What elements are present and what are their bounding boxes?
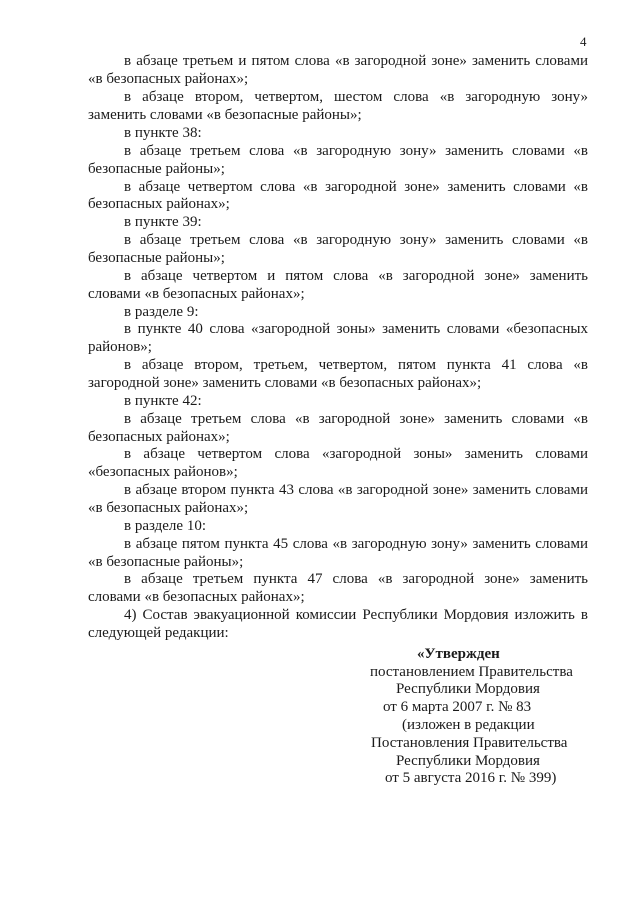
text-line-8: в абзаце четвертом слова «в загородной зоне» заменить словами «в (124, 179, 588, 195)
approval-line-1: постановлением Правительства (370, 664, 573, 680)
text-line-9: безопасных районах»; (88, 196, 230, 212)
text-line-14: словами «в безопасных районах»; (88, 286, 305, 302)
approval-title: «Утвержден (417, 646, 500, 662)
approval-line-2: Республики Мордовия (396, 681, 540, 697)
text-line-16: в пункте 40 слова «загородной зоны» заменить словами «безопасных (124, 321, 588, 337)
text-line-12: безопасные районы»; (88, 250, 225, 266)
text-line-1: в абзаце третьем и пятом слова «в загородной зоне» заменить словами (124, 53, 588, 69)
text-line-15: в разделе 9: (124, 304, 199, 320)
page-number: 4 (580, 34, 587, 49)
text-line-6: в абзаце третьем слова «в загородную зону» заменить словами «в (124, 143, 588, 159)
text-line-25: в абзаце втором пункта 43 слова «в загородной зоне» заменить словами (124, 482, 588, 498)
approval-line-5: Постановления Правительства (371, 735, 568, 751)
text-line-26: «в безопасных районах»; (88, 500, 249, 516)
approval-line-4: (изложен в редакции (402, 717, 535, 733)
approval-line-7: от 5 августа 2016 г. № 399) (385, 770, 557, 786)
text-line-10: в пункте 39: (124, 214, 202, 230)
text-line-4: заменить словами «в безопасные районы»; (88, 107, 362, 123)
text-line-24: «безопасных районов»; (88, 464, 238, 480)
approval-line-6: Республики Мордовия (396, 753, 540, 769)
text-line-11: в абзаце третьем слова «в загородную зону» заменить словами «в (124, 232, 588, 248)
text-line-28: в абзаце пятом пункта 45 слова «в загородную зону» заменить словами (124, 536, 588, 552)
text-line-22: безопасных районах»; (88, 429, 230, 445)
text-line-27: в разделе 10: (124, 518, 206, 534)
text-line-32: 4) Состав эвакуационной комиссии Республики Мордовия изложить в (124, 607, 588, 623)
text-line-20: в пункте 42: (124, 393, 202, 409)
text-line-33: следующей редакции: (88, 625, 229, 641)
approval-line-3: от 6 марта 2007 г. № 83 (383, 699, 532, 715)
text-line-17: районов»; (88, 339, 152, 355)
text-line-18: в абзаце втором, третьем, четвертом, пятом пункта 41 слова «в (124, 357, 588, 373)
text-line-5: в пункте 38: (124, 125, 202, 141)
text-line-13: в абзаце четвертом и пятом слова «в загородной зоне» заменить (124, 268, 588, 284)
text-line-23: в абзаце четвертом слова «загородной зоны» заменить словами (124, 446, 588, 462)
text-line-3: в абзаце втором, четвертом, шестом слова «в загородную зону» (124, 89, 588, 105)
text-line-19: загородной зоне» заменить словами «в безопасных районах»; (88, 375, 482, 391)
text-line-29: «в безопасные районы»; (88, 554, 244, 570)
text-line-7: безопасные районы»; (88, 161, 225, 177)
text-line-2: «в безопасных районах»; (88, 71, 249, 87)
text-line-30: в абзаце третьем пункта 47 слова «в загородной зоне» заменить (124, 571, 588, 587)
text-line-31: словами «в безопасных районах»; (88, 589, 305, 605)
text-line-21: в абзаце третьем слова «в загородной зоне» заменить словами «в (124, 411, 588, 427)
